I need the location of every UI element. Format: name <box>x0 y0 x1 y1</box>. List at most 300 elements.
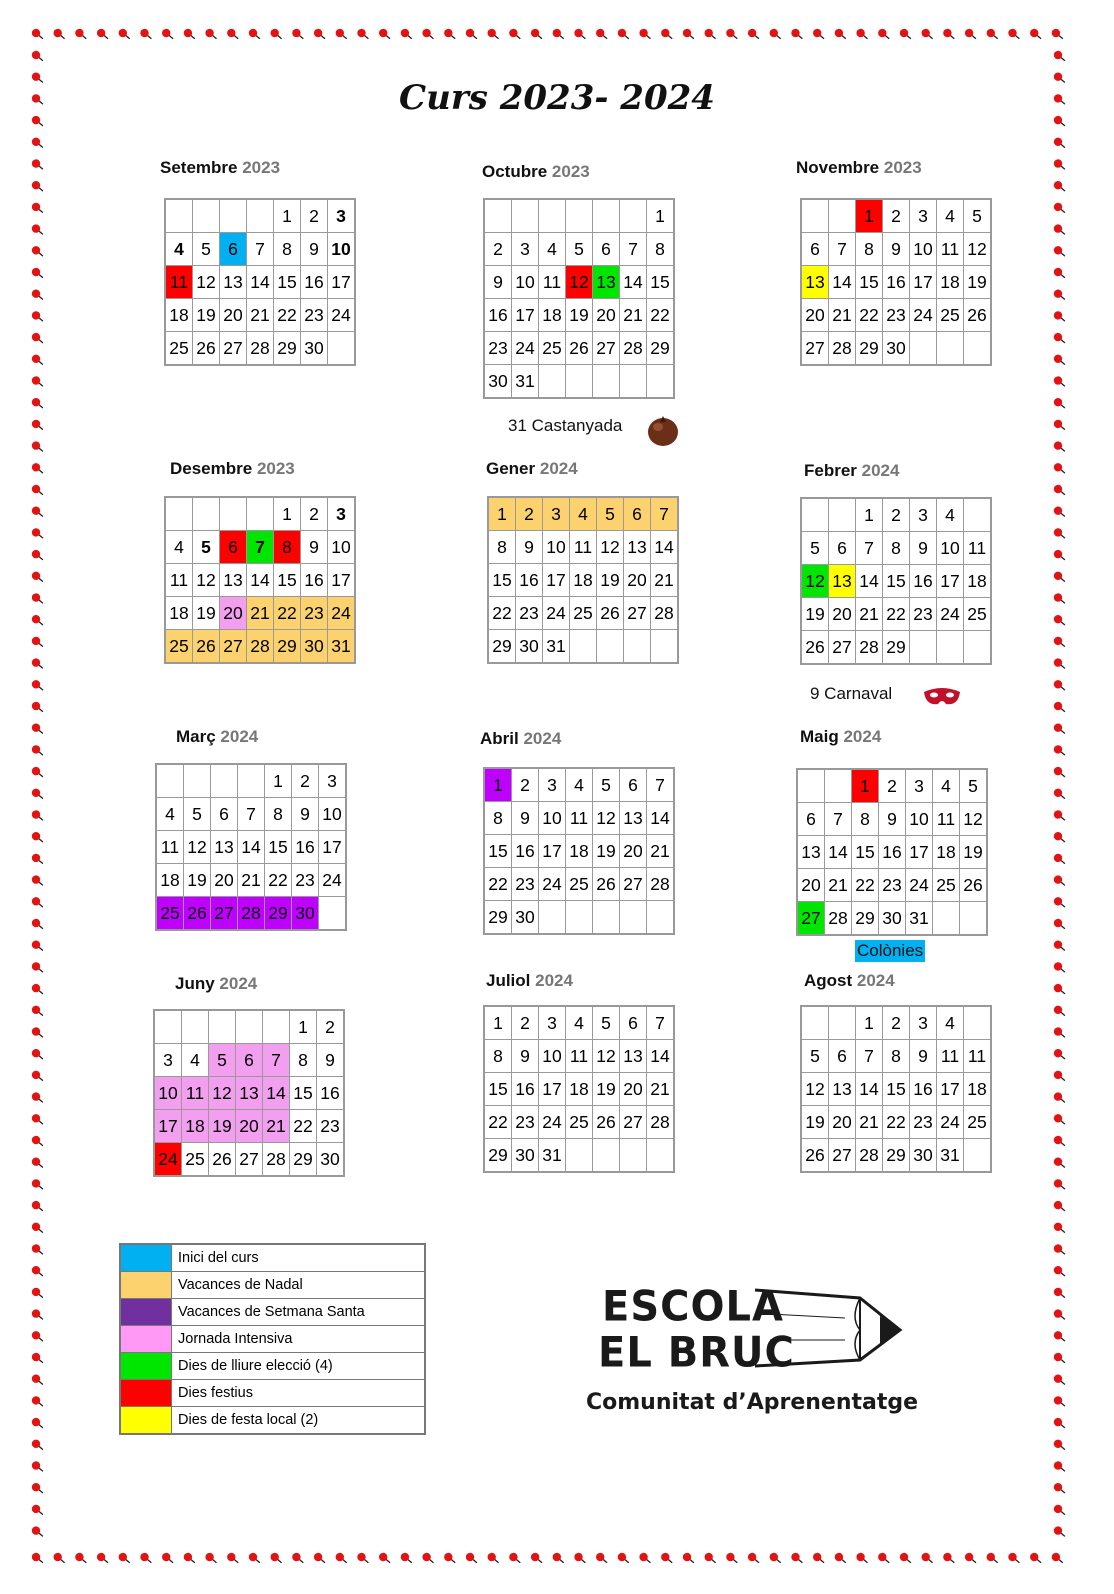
day-cell: 25 <box>165 630 193 664</box>
day-cell: 1 <box>290 1010 317 1044</box>
day-cell: 9 <box>317 1044 345 1077</box>
day-cell: 10 <box>319 798 347 831</box>
day-cell: 21 <box>247 299 274 332</box>
pin-dot <box>421 27 437 42</box>
pin-dot <box>1052 1069 1068 1084</box>
day-cell: 5 <box>597 497 624 531</box>
day-cell: 16 <box>879 836 906 869</box>
day-cell: 7 <box>856 532 883 565</box>
day-cell: 30 <box>301 630 328 664</box>
day-cell: 30 <box>883 332 910 366</box>
pin-dot <box>30 1243 46 1258</box>
pin-dot <box>1052 483 1068 498</box>
day-cell: 19 <box>801 598 829 631</box>
week-row <box>484 233 674 266</box>
day-cell: 8 <box>484 802 512 835</box>
pin-dot <box>30 1199 46 1214</box>
day-cell <box>937 631 964 665</box>
day-cell: 31 <box>906 902 933 936</box>
pin-dot <box>1050 27 1066 42</box>
day-cell: 8 <box>274 531 301 564</box>
day-cell: 24 <box>937 598 964 631</box>
day-cell <box>247 199 274 233</box>
pin-dot <box>1052 570 1068 585</box>
week-row <box>801 1106 991 1139</box>
day-cell: 16 <box>484 299 512 332</box>
pin-dot <box>594 27 610 42</box>
day-cell <box>539 901 566 935</box>
month-year: 2023 <box>883 158 922 177</box>
day-cell: 14 <box>825 836 852 869</box>
pin-dot <box>833 1551 849 1566</box>
pin-dot <box>30 1177 46 1192</box>
day-cell: 4 <box>566 1006 593 1040</box>
month-year: 2024 <box>843 727 882 746</box>
month-year: 2024 <box>856 971 895 990</box>
day-cell: 24 <box>512 332 539 365</box>
week-row <box>797 803 987 836</box>
pin-dot <box>833 27 849 42</box>
day-cell: 12 <box>593 1040 620 1073</box>
week-row <box>484 835 674 868</box>
legend-swatch <box>120 1299 172 1326</box>
legend-label: Inici del curs <box>172 1244 426 1272</box>
legend-swatch <box>120 1407 172 1435</box>
week-row <box>801 1006 991 1040</box>
week-row <box>156 897 346 931</box>
day-cell: 15 <box>883 565 910 598</box>
day-cell: 13 <box>797 836 825 869</box>
day-cell: 21 <box>856 598 883 631</box>
day-cell: 31 <box>543 630 570 664</box>
day-cell: 25 <box>964 1106 992 1139</box>
pin-dot <box>1052 179 1068 194</box>
day-cell <box>156 764 184 798</box>
day-cell: 26 <box>566 332 593 365</box>
day-cell: 21 <box>620 299 647 332</box>
pin-dot <box>1052 1460 1068 1475</box>
day-cell: 19 <box>593 1073 620 1106</box>
day-cell: 8 <box>274 233 301 266</box>
day-cell: 29 <box>488 630 516 664</box>
month-table-febrer <box>800 497 992 665</box>
day-cell <box>597 630 624 664</box>
day-cell: 26 <box>964 299 992 332</box>
pin-dot <box>790 27 806 42</box>
pin-dot <box>1052 1243 1068 1258</box>
day-cell: 8 <box>265 798 292 831</box>
day-cell: 29 <box>856 332 883 366</box>
day-cell: 20 <box>829 598 856 631</box>
day-cell: 28 <box>263 1143 290 1177</box>
pin-dot <box>1052 657 1068 672</box>
pin-dot <box>1052 982 1068 997</box>
day-cell: 28 <box>247 630 274 664</box>
pin-dot <box>1052 418 1068 433</box>
day-cell: 22 <box>488 597 516 630</box>
pin-dot <box>486 1551 502 1566</box>
day-cell: 12 <box>193 266 220 299</box>
pin-dot <box>30 1503 46 1518</box>
pin-dot <box>30 1551 46 1566</box>
pin-dot <box>30 635 46 650</box>
day-cell: 10 <box>937 532 964 565</box>
pin-dot <box>30 353 46 368</box>
week-row <box>801 199 991 233</box>
pin-dot <box>659 1551 675 1566</box>
day-cell: 14 <box>856 565 883 598</box>
day-cell: 7 <box>247 531 274 564</box>
day-cell: 5 <box>964 199 992 233</box>
month-title <box>482 162 590 182</box>
legend-row <box>120 1407 425 1435</box>
day-cell <box>593 1139 620 1173</box>
day-cell: 17 <box>906 836 933 869</box>
month-title <box>175 974 257 994</box>
day-cell: 23 <box>910 1106 937 1139</box>
pin-dot <box>73 1551 89 1566</box>
month-name: Setembre <box>160 158 243 177</box>
day-cell: 2 <box>301 199 328 233</box>
day-cell: 19 <box>184 864 211 897</box>
pin-dot <box>1052 1329 1068 1344</box>
day-cell: 4 <box>570 497 597 531</box>
day-cell: 13 <box>829 1073 856 1106</box>
pin-dot <box>1052 1264 1068 1279</box>
pin-dot <box>225 27 241 42</box>
month-title <box>486 971 573 991</box>
pin-dot <box>1052 830 1068 845</box>
pin-dot <box>30 548 46 563</box>
day-cell: 23 <box>879 869 906 902</box>
day-cell: 18 <box>182 1110 209 1143</box>
day-cell: 10 <box>328 531 356 564</box>
day-cell: 31 <box>937 1139 964 1173</box>
day-cell <box>238 764 265 798</box>
day-cell: 16 <box>516 564 543 597</box>
day-cell: 9 <box>879 803 906 836</box>
month-name: Febrer <box>804 461 862 480</box>
week-row <box>801 532 991 565</box>
day-cell: 4 <box>165 531 193 564</box>
day-cell: 17 <box>539 1073 566 1106</box>
day-cell: 11 <box>566 802 593 835</box>
day-cell: 18 <box>570 564 597 597</box>
day-cell: 12 <box>184 831 211 864</box>
pin-dot <box>30 1112 46 1127</box>
day-cell: 22 <box>856 299 883 332</box>
month-title <box>486 459 578 479</box>
day-cell: 11 <box>964 1040 992 1073</box>
pin-dot <box>30 1351 46 1366</box>
pin-dot <box>95 27 111 42</box>
pin-dot <box>30 809 46 824</box>
day-cell: 22 <box>883 598 910 631</box>
day-cell: 6 <box>829 1040 856 1073</box>
month-title <box>480 729 561 749</box>
day-cell: 30 <box>516 630 543 664</box>
day-cell: 12 <box>566 266 593 299</box>
day-cell: 29 <box>290 1143 317 1177</box>
day-cell: 3 <box>539 1006 566 1040</box>
month-name: Gener <box>486 459 540 478</box>
pin-dot <box>681 27 697 42</box>
day-cell <box>964 498 992 532</box>
day-cell <box>539 365 566 399</box>
day-cell: 14 <box>829 266 856 299</box>
pin-dot <box>30 461 46 476</box>
day-cell <box>193 497 220 531</box>
pin-dot <box>30 505 46 520</box>
day-cell: 3 <box>512 233 539 266</box>
day-cell: 30 <box>292 897 319 931</box>
pin-dot <box>1052 223 1068 238</box>
pin-dot <box>442 1551 458 1566</box>
week-row <box>801 233 991 266</box>
pin-dot <box>30 1221 46 1236</box>
pin-dot <box>638 27 654 42</box>
week-row <box>801 598 991 631</box>
day-cell: 27 <box>829 631 856 665</box>
legend-swatch <box>120 1272 172 1299</box>
day-cell: 6 <box>211 798 238 831</box>
pin-dot <box>30 874 46 889</box>
day-cell: 9 <box>512 1040 539 1073</box>
day-cell: 3 <box>910 1006 937 1040</box>
day-cell: 19 <box>193 299 220 332</box>
day-cell: 19 <box>801 1106 829 1139</box>
day-cell: 29 <box>265 897 292 931</box>
pin-dot <box>1052 1026 1068 1041</box>
pin-dot <box>1052 592 1068 607</box>
day-cell: 14 <box>647 1040 675 1073</box>
legend-swatch <box>120 1326 172 1353</box>
day-cell: 13 <box>829 565 856 598</box>
pin-dot <box>1052 1503 1068 1518</box>
day-cell: 9 <box>910 532 937 565</box>
day-cell: 25 <box>539 332 566 365</box>
day-cell: 20 <box>220 299 247 332</box>
pin-dot <box>30 266 46 281</box>
day-cell: 16 <box>317 1077 345 1110</box>
day-cell: 12 <box>593 802 620 835</box>
day-cell: 24 <box>328 597 356 630</box>
day-cell: 20 <box>829 1106 856 1139</box>
week-row <box>165 597 355 630</box>
pin-dot <box>1052 49 1068 64</box>
pin-dot <box>334 27 350 42</box>
day-cell: 18 <box>566 835 593 868</box>
day-cell: 9 <box>301 531 328 564</box>
day-cell: 6 <box>220 233 247 266</box>
week-row <box>801 266 991 299</box>
day-cell: 6 <box>797 803 825 836</box>
pin-dot <box>616 1551 632 1566</box>
pin-dot <box>30 1329 46 1344</box>
day-cell <box>236 1010 263 1044</box>
day-cell: 29 <box>484 901 512 935</box>
day-cell: 2 <box>883 498 910 532</box>
day-cell <box>933 902 960 936</box>
week-row <box>156 864 346 897</box>
day-cell: 15 <box>290 1077 317 1110</box>
day-cell: 8 <box>852 803 879 836</box>
day-cell: 6 <box>801 233 829 266</box>
week-row <box>154 1010 344 1044</box>
day-cell: 15 <box>856 266 883 299</box>
week-row <box>801 1139 991 1173</box>
pin-dot <box>811 27 827 42</box>
day-cell: 7 <box>263 1044 290 1077</box>
day-cell <box>209 1010 236 1044</box>
month-table-novembre <box>800 198 992 366</box>
day-cell: 23 <box>516 597 543 630</box>
day-cell: 2 <box>516 497 543 531</box>
pin-dot <box>30 830 46 845</box>
pin-dot <box>1052 960 1068 975</box>
day-cell: 29 <box>274 630 301 664</box>
pin-dot <box>1052 1481 1068 1496</box>
day-cell <box>620 365 647 399</box>
pin-dot <box>1052 1525 1068 1540</box>
week-row <box>488 630 678 664</box>
pin-dot <box>30 960 46 975</box>
day-cell: 26 <box>593 868 620 901</box>
day-cell: 8 <box>883 1040 910 1073</box>
day-cell: 10 <box>512 266 539 299</box>
day-cell <box>593 199 620 233</box>
pin-dot <box>1052 158 1068 173</box>
day-cell: 17 <box>319 831 347 864</box>
day-cell: 8 <box>484 1040 512 1073</box>
pin-dot <box>30 917 46 932</box>
legend-swatch <box>120 1244 172 1272</box>
pin-dot <box>30 288 46 303</box>
day-cell: 3 <box>910 498 937 532</box>
month-table-setembre <box>164 198 356 366</box>
day-cell: 24 <box>319 864 347 897</box>
pin-dot <box>30 418 46 433</box>
day-cell: 19 <box>964 266 992 299</box>
pin-dot <box>1052 1091 1068 1106</box>
day-cell: 26 <box>960 869 988 902</box>
day-cell: 25 <box>933 869 960 902</box>
day-cell: 3 <box>906 769 933 803</box>
pin-dot <box>464 27 480 42</box>
day-cell: 20 <box>624 564 651 597</box>
week-row <box>484 365 674 399</box>
pin-dot <box>703 27 719 42</box>
pin-dot <box>30 331 46 346</box>
day-cell: 22 <box>274 299 301 332</box>
month-table-juliol <box>483 1005 675 1173</box>
day-cell: 1 <box>274 199 301 233</box>
day-cell: 1 <box>488 497 516 531</box>
month-name: Novembre <box>796 158 884 177</box>
day-cell: 10 <box>328 233 356 266</box>
day-cell: 18 <box>165 299 193 332</box>
day-cell: 5 <box>801 1040 829 1073</box>
pin-dot <box>746 1551 762 1566</box>
month-table-març <box>155 763 347 931</box>
week-row <box>801 332 991 366</box>
pin-dot <box>638 1551 654 1566</box>
day-cell: 8 <box>856 233 883 266</box>
day-cell: 13 <box>620 1040 647 1073</box>
pin-dot <box>659 27 675 42</box>
pin-dot <box>1007 1551 1023 1566</box>
pin-dot <box>920 1551 936 1566</box>
day-cell: 28 <box>647 1106 675 1139</box>
carnival-mask-icon <box>922 684 962 710</box>
pin-dot <box>30 570 46 585</box>
month-year: 2024 <box>523 729 562 748</box>
day-cell: 5 <box>193 233 220 266</box>
pin-dot <box>1052 917 1068 932</box>
pin-dot <box>1052 1004 1068 1019</box>
day-cell <box>937 332 964 366</box>
day-cell: 13 <box>620 802 647 835</box>
pin-dot <box>30 1286 46 1301</box>
week-row <box>154 1143 344 1177</box>
week-row <box>488 597 678 630</box>
day-cell: 30 <box>301 332 328 366</box>
day-cell: 9 <box>292 798 319 831</box>
day-cell <box>566 199 593 233</box>
day-cell: 30 <box>317 1143 345 1177</box>
pin-dot <box>1052 1199 1068 1214</box>
month-year: 2024 <box>539 459 578 478</box>
pin-dot <box>247 27 263 42</box>
week-row <box>488 497 678 531</box>
day-cell: 19 <box>593 835 620 868</box>
day-cell: 27 <box>220 630 247 664</box>
day-cell <box>539 199 566 233</box>
pin-dot <box>30 1091 46 1106</box>
month-title <box>804 971 895 991</box>
day-cell: 11 <box>570 531 597 564</box>
week-row <box>801 498 991 532</box>
day-cell: 30 <box>879 902 906 936</box>
day-cell: 6 <box>620 768 647 802</box>
day-cell: 22 <box>265 864 292 897</box>
day-cell <box>829 199 856 233</box>
pin-dot <box>790 1551 806 1566</box>
day-cell <box>829 1006 856 1040</box>
legend-row <box>120 1326 425 1353</box>
day-cell: 14 <box>856 1073 883 1106</box>
pin-dot <box>811 1551 827 1566</box>
day-cell: 4 <box>182 1044 209 1077</box>
day-cell: 4 <box>566 768 593 802</box>
day-cell: 4 <box>156 798 184 831</box>
pin-dot <box>30 201 46 216</box>
pin-dot <box>73 27 89 42</box>
pin-dot <box>30 179 46 194</box>
day-cell <box>319 897 347 931</box>
day-cell: 15 <box>647 266 675 299</box>
week-row <box>484 1139 674 1173</box>
pin-dot <box>30 244 46 259</box>
day-cell: 20 <box>801 299 829 332</box>
day-cell: 20 <box>620 1073 647 1106</box>
day-cell: 13 <box>624 531 651 564</box>
pin-dot <box>1052 1112 1068 1127</box>
day-cell: 27 <box>220 332 247 366</box>
month-title <box>796 158 922 178</box>
day-cell: 3 <box>910 199 937 233</box>
pin-dot <box>30 1308 46 1323</box>
